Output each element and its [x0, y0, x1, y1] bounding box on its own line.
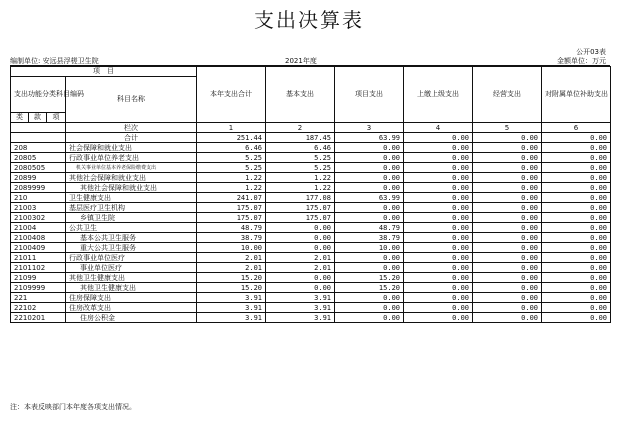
function-code: 21004 [11, 223, 66, 233]
function-code: 21099 [11, 273, 66, 283]
item-name-header: 科目名称 [66, 77, 197, 123]
amount-cell: 0.00 [473, 313, 542, 323]
table-row [11, 293, 611, 303]
item-name: 基本公共卫生服务 [66, 233, 197, 243]
amount-cell: 0.00 [473, 193, 542, 203]
amount-cell: 6.46 [197, 143, 266, 153]
amount-cell: 0.00 [335, 143, 404, 153]
table-row [11, 153, 611, 163]
amount-cell: 0.00 [542, 233, 611, 243]
amount-cell: 0.00 [473, 303, 542, 313]
amount-cell: 0.00 [266, 273, 335, 283]
table-row [11, 273, 611, 283]
amount-cell: 1.22 [266, 173, 335, 183]
amount-cell: 0.00 [473, 293, 542, 303]
total-value: 0.00 [473, 133, 542, 143]
function-code: 2100302 [11, 213, 66, 223]
amount-cell: 0.00 [404, 303, 473, 313]
function-code: 2089999 [11, 183, 66, 193]
table-row [11, 183, 611, 193]
amount-cell: 0.00 [473, 163, 542, 173]
col-header-total: 本年支出合计 [197, 67, 266, 123]
amount-cell: 1.22 [197, 183, 266, 193]
amount-cell: 175.07 [266, 203, 335, 213]
amount-cell: 2.01 [266, 253, 335, 263]
amount-cell: 0.00 [335, 293, 404, 303]
amount-cell: 0.00 [473, 263, 542, 273]
function-code: 22102 [11, 303, 66, 313]
amount-cell: 0.00 [473, 283, 542, 293]
col-header-basic: 基本支出 [266, 67, 335, 123]
amount-cell: 241.07 [197, 193, 266, 203]
function-code: 221 [11, 293, 66, 303]
function-code: 2100409 [11, 243, 66, 253]
table-row [11, 233, 611, 243]
amount-cell: 0.00 [542, 253, 611, 263]
report-year: 2021年度 [285, 57, 317, 65]
amount-cell: 0.00 [335, 263, 404, 273]
item-name: 行政事业单位医疗 [66, 253, 197, 263]
amount-cell: 0.00 [404, 173, 473, 183]
amount-cell: 0.00 [473, 213, 542, 223]
amount-cell: 0.00 [542, 143, 611, 153]
amount-cell: 5.25 [266, 153, 335, 163]
item-name: 事业单位医疗 [66, 263, 197, 273]
amount-cell: 0.00 [335, 183, 404, 193]
item-name: 其他卫生健康支出 [66, 273, 197, 283]
function-code: 2101102 [11, 263, 66, 273]
amount-cell: 0.00 [335, 163, 404, 173]
col-number: 6 [542, 123, 611, 133]
amount-cell: 175.07 [197, 213, 266, 223]
amount-cell: 0.00 [266, 233, 335, 243]
amount-cell: 0.00 [473, 223, 542, 233]
item-name: 基层医疗卫生机构 [66, 203, 197, 213]
table-row [11, 193, 611, 203]
amount-cell: 0.00 [335, 203, 404, 213]
table-row [11, 303, 611, 313]
amount-cell: 0.00 [404, 233, 473, 243]
func-code-header: 支出功能分类科目编码 [11, 77, 66, 113]
amount-cell: 48.79 [335, 223, 404, 233]
amount-cell: 0.00 [473, 253, 542, 263]
amount-cell: 3.91 [197, 293, 266, 303]
item-name: 住房改革支出 [66, 303, 197, 313]
amount-cell: 0.00 [542, 173, 611, 183]
table-row [11, 313, 611, 323]
table-row [11, 213, 611, 223]
reporting-unit: 编制单位: 安远县浮槎卫生院 [10, 57, 99, 65]
amount-cell: 0.00 [335, 313, 404, 323]
amount-cell: 0.00 [542, 203, 611, 213]
amount-cell: 0.00 [404, 203, 473, 213]
col-number: 3 [335, 123, 404, 133]
amount-cell: 0.00 [473, 143, 542, 153]
report-title: 支出决算表 [254, 8, 364, 32]
amount-cell: 0.00 [473, 183, 542, 193]
expenditure-table [10, 66, 611, 323]
table-row [11, 243, 611, 253]
form-number: 公开03表 [576, 48, 606, 56]
col-number: 2 [266, 123, 335, 133]
item-name: 社会保障和就业支出 [66, 143, 197, 153]
amount-cell: 3.91 [197, 303, 266, 313]
amount-cell: 0.00 [404, 263, 473, 273]
amount-cell: 15.20 [197, 283, 266, 293]
total-value: 0.00 [542, 133, 611, 143]
amount-cell: 0.00 [404, 163, 473, 173]
amount-cell: 5.25 [266, 163, 335, 173]
amount-cell: 2.01 [266, 263, 335, 273]
total-value: 251.44 [197, 133, 266, 143]
amount-cell: 5.25 [197, 153, 266, 163]
amount-cell: 0.00 [542, 163, 611, 173]
amount-cell: 0.00 [473, 233, 542, 243]
item-name: 乡镇卫生院 [66, 213, 197, 223]
item-name: 住房保障支出 [66, 293, 197, 303]
table-row [11, 223, 611, 233]
col-header-remit: 上缴上级支出 [404, 67, 473, 123]
item-name: 重大公共卫生服务 [66, 243, 197, 253]
total-value: 187.45 [266, 133, 335, 143]
col-header-project: 项目支出 [335, 67, 404, 123]
amount-cell: 0.00 [542, 183, 611, 193]
kuan-header: 类 [11, 113, 29, 123]
amount-cell: 0.00 [404, 223, 473, 233]
amount-cell: 0.00 [542, 243, 611, 253]
amount-cell: 0.00 [266, 283, 335, 293]
amount-cell: 0.00 [335, 253, 404, 263]
amount-cell: 0.00 [404, 193, 473, 203]
amount-unit: 金额单位：万元 [557, 57, 606, 65]
amount-cell: 0.00 [404, 273, 473, 283]
amount-cell: 0.00 [404, 213, 473, 223]
table-row [11, 143, 611, 153]
amount-cell: 0.00 [542, 213, 611, 223]
col-number: 4 [404, 123, 473, 133]
total-label: 合计 [66, 133, 197, 143]
item-name: 卫生健康支出 [66, 193, 197, 203]
amount-cell: 0.00 [542, 223, 611, 233]
function-code: 2100408 [11, 233, 66, 243]
amount-cell: 0.00 [404, 293, 473, 303]
col-label: 栏次 [66, 123, 197, 133]
amount-cell: 0.00 [404, 183, 473, 193]
item-name: 其他社会保障和就业支出 [66, 183, 197, 193]
amount-cell: 0.00 [542, 273, 611, 283]
amount-cell: 0.00 [266, 243, 335, 253]
amount-cell: 0.00 [542, 313, 611, 323]
amount-cell: 177.08 [266, 193, 335, 203]
amount-cell: 0.00 [542, 153, 611, 163]
amount-cell: 0.00 [335, 303, 404, 313]
table-row [11, 173, 611, 183]
footnote: 注：本表反映部门本年度各项支出情况。 [10, 403, 136, 411]
amount-cell: 38.79 [335, 233, 404, 243]
amount-cell: 0.00 [404, 253, 473, 263]
lei-header: 款 [29, 113, 47, 123]
amount-cell: 0.00 [473, 153, 542, 163]
amount-cell: 0.00 [266, 223, 335, 233]
amount-cell: 38.79 [197, 233, 266, 243]
amount-cell: 175.07 [266, 213, 335, 223]
table-row [11, 163, 611, 173]
amount-cell: 2.01 [197, 253, 266, 263]
table-row [11, 253, 611, 263]
function-code: 20899 [11, 173, 66, 183]
amount-cell: 0.00 [335, 213, 404, 223]
amount-cell: 48.79 [197, 223, 266, 233]
item-name: 其他社会保障和就业支出 [66, 173, 197, 183]
amount-cell: 0.00 [404, 153, 473, 163]
amount-cell: 0.00 [542, 193, 611, 203]
amount-cell: 15.20 [197, 273, 266, 283]
function-code: 2080505 [11, 163, 66, 173]
item-name: 住房公积金 [66, 313, 197, 323]
amount-cell: 0.00 [404, 283, 473, 293]
item-name: 机关事业单位基本养老保险缴费支出 [66, 163, 197, 173]
total-value: 0.00 [404, 133, 473, 143]
amount-cell: 0.00 [335, 173, 404, 183]
table-row [11, 263, 611, 273]
item-group-header: 项 目 [11, 67, 197, 77]
amount-cell: 0.00 [542, 303, 611, 313]
function-code: 208 [11, 143, 66, 153]
amount-cell: 2.01 [197, 263, 266, 273]
function-code: 21011 [11, 253, 66, 263]
item-name: 其他卫生健康支出 [66, 283, 197, 293]
table-row [11, 283, 611, 293]
amount-cell: 1.22 [266, 183, 335, 193]
col-header-operating: 经营支出 [473, 67, 542, 123]
function-code: 20805 [11, 153, 66, 163]
amount-cell: 15.20 [335, 273, 404, 283]
col-header-subsidy: 对附属单位补助支出 [542, 67, 611, 123]
amount-cell: 3.91 [266, 313, 335, 323]
amount-cell: 0.00 [404, 313, 473, 323]
item-name: 行政事业单位养老支出 [66, 153, 197, 163]
amount-cell: 0.00 [404, 243, 473, 253]
xiang-header: 项 [47, 113, 66, 123]
col-number: 5 [473, 123, 542, 133]
column-number-row [11, 123, 611, 133]
item-name: 公共卫生 [66, 223, 197, 233]
function-code: 2109999 [11, 283, 66, 293]
function-code: 21003 [11, 203, 66, 213]
amount-cell: 10.00 [197, 243, 266, 253]
total-value: 63.99 [335, 133, 404, 143]
function-code: 2210201 [11, 313, 66, 323]
col-number: 1 [197, 123, 266, 133]
amount-cell: 15.20 [335, 283, 404, 293]
amount-cell: 3.91 [266, 293, 335, 303]
amount-cell: 175.07 [197, 203, 266, 213]
amount-cell: 0.00 [542, 293, 611, 303]
amount-cell: 0.00 [542, 283, 611, 293]
table-row [11, 203, 611, 213]
amount-cell: 6.46 [266, 143, 335, 153]
amount-cell: 1.22 [197, 173, 266, 183]
amount-cell: 0.00 [473, 173, 542, 183]
amount-cell: 10.00 [335, 243, 404, 253]
function-code: 210 [11, 193, 66, 203]
amount-cell: 3.91 [197, 313, 266, 323]
amount-cell: 0.00 [473, 203, 542, 213]
amount-cell: 0.00 [542, 263, 611, 273]
amount-cell: 0.00 [335, 153, 404, 163]
total-row [11, 133, 611, 143]
amount-cell: 0.00 [473, 273, 542, 283]
amount-cell: 63.99 [335, 193, 404, 203]
amount-cell: 3.91 [266, 303, 335, 313]
amount-cell: 5.25 [197, 163, 266, 173]
amount-cell: 0.00 [404, 143, 473, 153]
amount-cell: 0.00 [473, 243, 542, 253]
